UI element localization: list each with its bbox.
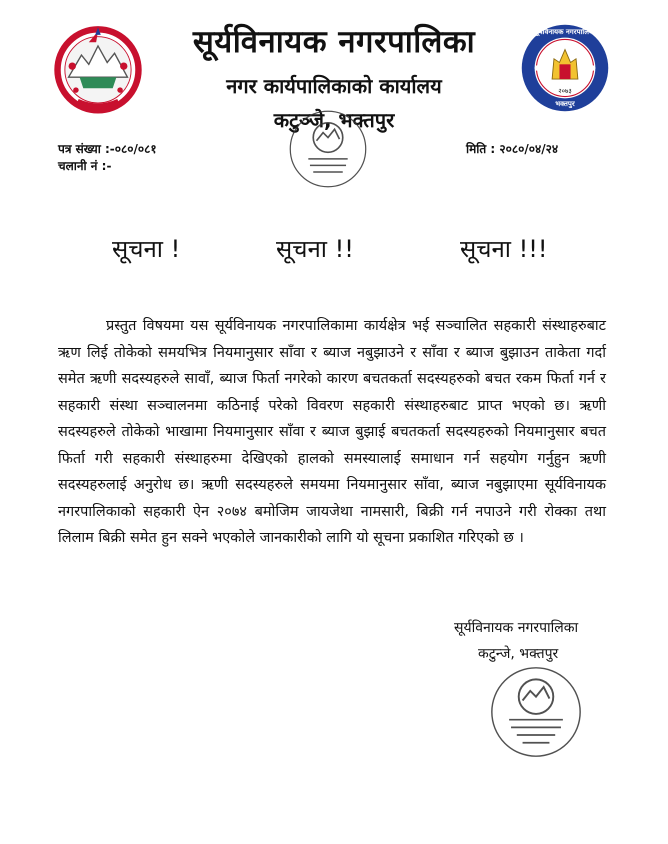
notice-heading-1: सूचना ! xyxy=(112,235,181,263)
logo-year: २०७३ xyxy=(558,87,572,95)
document-date: मिति : २०८०/०४/२४ xyxy=(466,142,559,156)
office-stamp xyxy=(287,108,369,190)
notice-heading-3: सूचना !!! xyxy=(460,235,548,263)
dispatch-number: चलानी नं :- xyxy=(58,159,112,173)
nepal-government-emblem xyxy=(52,22,144,114)
signature-stamp xyxy=(488,664,584,760)
notice-heading-2: सूचना !! xyxy=(276,235,354,263)
signatory-address: कटुन्जे, भक्तपुर xyxy=(478,646,559,662)
page-title: सूर्यविनायक नगरपालिका xyxy=(192,24,476,60)
office-address: कटुञ्जे, भक्तपुर xyxy=(273,108,395,132)
municipality-logo-text xyxy=(519,22,611,114)
logo-ring-text: सूर्यविनायक नगरपालिका xyxy=(533,28,597,36)
reference-number: पत्र संख्या :-०८०/०८१ xyxy=(58,142,157,156)
logo-bottom-text: भक्तपुर xyxy=(555,100,575,108)
signatory-name: सूर्यविनायक नगरपालिका xyxy=(454,620,579,636)
notice-body: प्रस्तुत विषयमा यस सूर्यविनायक नगरपालिकामा कार्यक्षेत्र भई सञ्चालित सहकारी संस्थाहरुबाट ऋण लिई तोकेको समयभित्र नियमानुसार साँवा र ब्याज नबुझाउने र साँवा र ब्याज बुझाउन ताकेता गर्दा समेत ऋणी सदस्यहरुले सावाँ, ब्याज फिर्ता नगरेको कारण बचतकर्ता सदस्यहरुको बचत रकम फिर्ता गर्न र सहकारी संस्था सञ्चालनमा कठिनाई परेको विवरण सहकारी संस्थाहरुबाट प्राप्त भएको छ। ऋणी सदस्यहरुले तोकेको भाखामा नियमानुसार साँवा र ब्याज बुझाई बचतकर्ता सदस्यहरुको नियमानुसार बचत फिर्ता गरी सहकारी संस्थाहरुमा देखिएको हालको समस्यालाई समाधान गर्न सहयोग गर्नुहुन ऋणी सदस्यहरुलाई अनुरोध छ। ऋणी सदस्यहरुले समयमा नियमानुसार साँवा, ब्याज नबुझाएमा सूर्यविनायक नगरपालिकाको सहकारी ऐन २०७४ बमोजिम जायजेथा नामसारी, बिक्री गर्न नपाउने गरी रोक्का तथा लिलाम बिक्री समेत हुन सक्ने भएकोले जानकारीको लागि यो सूचना प्रकाशित गरिएको छ । xyxy=(58,318,606,546)
office-subtitle: नगर कार्यपालिकाको कार्यालय xyxy=(226,74,442,98)
